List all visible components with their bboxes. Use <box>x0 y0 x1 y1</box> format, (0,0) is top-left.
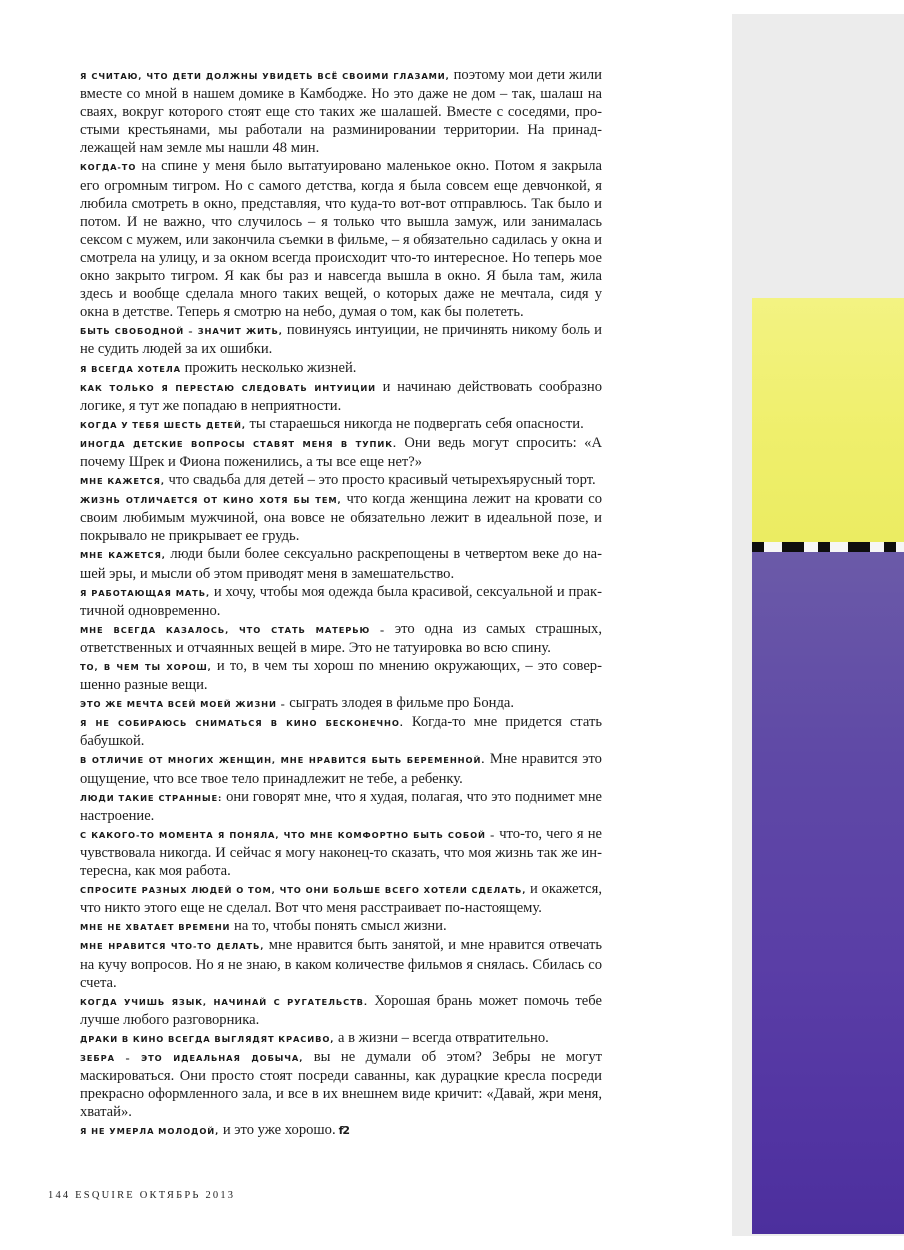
paragraph <box>80 880 602 917</box>
paragraph-lead: МНЕ НРАВИТСЯ ЧТО-ТО ДЕЛАТЬ, <box>80 941 265 952</box>
paragraph <box>80 490 602 545</box>
paragraph <box>80 321 602 358</box>
paragraph <box>80 66 602 157</box>
paragraph <box>80 545 602 582</box>
paragraph-lead: МНЕ КАЖЕТСЯ, <box>80 550 166 561</box>
paragraph-lead: ИНОГДА ДЕТСКИЕ ВОПРОСЫ СТАВЯТ МЕНЯ В ТУПИК. <box>80 438 397 449</box>
page-folio: 144 ESQUIRE ОКТЯБРЬ 2013 <box>48 1190 236 1201</box>
paragraph-text: и это уже хорошо. <box>219 1122 336 1139</box>
paragraph <box>80 583 602 620</box>
paragraph <box>80 1029 602 1048</box>
paragraph-lead: СПРОСИТЕ РАЗНЫХ ЛЮДЕЙ О ТОМ, ЧТО ОНИ БОЛЬШЕ ВСЕГО ХОТЕЛИ СДЕЛАТЬ, <box>80 885 527 896</box>
paragraph <box>80 415 602 434</box>
paragraph-lead: ЭТО ЖЕ МЕЧТА ВСЕЙ МОЕЙ ЖИЗНИ – <box>80 699 286 710</box>
paragraph <box>80 713 602 750</box>
paragraph-text: это одна из самых страшных, ответственных и отчаянных вещей в мире. Это не татуировка во всю спину. <box>80 620 602 656</box>
paragraph-text: что когда женщина лежит на кровати со своим любимым мужчиной, она вовсе не обязательно лежит в идеальной позе, и покрывало не прикрывает ее грудь. <box>80 491 602 545</box>
paragraph-lead: МНЕ ВСЕГДА КАЗАЛОСЬ, ЧТО СТАТЬ МАТЕРЬЮ – <box>80 624 386 635</box>
paragraph-text: они говорят мне, что я худая, полагая, что это поднимет мне настроение. <box>80 788 602 824</box>
paragraph <box>80 917 602 936</box>
paragraph-lead: Я НЕ СОБИРАЮСЬ СНИМАТЬСЯ В КИНО БЕСКОНЕЧНО. <box>80 718 404 729</box>
paragraph-lead: КОГДА УЧИШЬ ЯЗЫК, НАЧИНАЙ С РУГАТЕЛЬСТВ. <box>80 996 368 1007</box>
paragraph-text: Хорошая брань может помочь тебе лучше любого разговорника. <box>80 992 602 1028</box>
paragraph-text: Они ведь могут спросить: «А почему Шрек и Фиона поженились, а ты все еще нет?» <box>80 434 602 470</box>
paragraph-text: Когда-то мне придется стать бабушкой. <box>80 714 602 750</box>
paragraph-lead: ЗЕБРА – ЭТО ИДЕАЛЬНАЯ ДОБЫЧА, <box>80 1052 304 1063</box>
paragraph-lead: БЫТЬ СВОБОДНОЙ – ЗНАЧИТ ЖИТЬ, <box>80 326 283 337</box>
paragraph-text: люди были более сексуально раскрепощены в четвертом веке до нашей эры, и мысли об этом приводят меня в замешательство. <box>80 546 602 582</box>
paragraph <box>80 750 602 787</box>
paragraph-lead: Я НЕ УМЕРЛА МОЛОДОЙ, <box>80 1126 220 1137</box>
paragraph <box>80 378 602 415</box>
paragraph-text: что свадьба для детей – это просто красивый четырехъярусный торт. <box>164 472 596 489</box>
paragraph-text: на то, чтобы понять смысл жизни. <box>230 918 447 935</box>
paragraph <box>80 657 602 694</box>
yellow-color-block <box>752 298 904 542</box>
paragraph-lead: КОГДА У ТЕБЯ ШЕСТЬ ДЕТЕЙ, <box>80 419 246 430</box>
paragraph-text: вы не думали об этом? Зебры не могут маскироваться. Они просто стоят посреди саванны, как дурацкие кресла посреди прекрасно оформленного зала, и все в их внешнем виде кричит: «Давай, жри меня, хватай». <box>80 1048 603 1121</box>
paragraph-text: на спине у меня было вытатуировано маленькое окно. Потом я закрыла его огромным тигром. Но с самого детства, когда я была совсем еще девчонкой, я любила смотреть в окно, представляя, что куда-то вот-вот отправлюсь. Так было и потом. И не важно, что случилось – я только что вышла замуж, или занималась сексом с мужем, или закончила съемки в фильме, – я обязательно садилась у окна и смотрела на улицу, и за окном всегда происходит что-то интересное. Но теперь мое окно закрыто тигром. Я как бы раз и навсегда вышла в окно. Я была там, жила здесь и вообще сделала много таких вещей, о которых даже не мечтала, сидя у окна в детстве. Теперь я смотрю на небо, думая о том, как бы полететь. <box>80 158 602 321</box>
paragraph-lead: С КАКОГО-ТО МОМЕНТА Я ПОНЯЛА, ЧТО МНЕ КОМФОРТНО БЫТЬ СОБОЙ – <box>80 829 496 840</box>
paragraph-text: и начинаю действовать сообразно логике, я тут же попадаю в неприятности. <box>80 378 603 414</box>
paragraph-lead: КАК ТОЛЬКО Я ПЕРЕСТАЮ СЛЕДОВАТЬ ИНТУИЦИИ <box>80 382 377 393</box>
paragraph-lead: КОГДА-ТО <box>80 162 137 173</box>
paragraph-lead: ДРАКИ В КИНО ВСЕГДА ВЫГЛЯДЯТ КРАСИВО, <box>80 1033 335 1044</box>
paragraph-text: Мне нравится это ощущение, что все твое тело принадлежит не тебе, а ребенку. <box>80 751 602 787</box>
paragraph-lead: Я РАБОТАЮЩАЯ МАТЬ, <box>80 587 211 598</box>
paragraph-text: и окажется, что никто этого еще не сделал. Вот что меня расстраивает по-настоящему. <box>80 881 602 917</box>
paragraph-text: а в жизни – всегда отвратительно. <box>334 1029 549 1046</box>
paragraph-text: ты стараешься никогда не подвергать себя опасности. <box>245 415 584 432</box>
paragraph-lead: ЛЮДИ ТАКИЕ СТРАННЫЕ: <box>80 792 223 803</box>
paragraph <box>80 1121 602 1140</box>
paragraph-text: мне нравится быть занятой, и мне нравится отвечать на кучу вопросов. Но я не знаю, в каком количестве фильмов я снялась. Сбилась со счета. <box>80 937 602 991</box>
paragraph <box>80 359 602 378</box>
paragraph-text: и хочу, чтобы моя одежда была красивой, сексуальной и практичной одновременно. <box>80 583 603 619</box>
paragraph <box>80 992 602 1029</box>
paragraph-lead: МНЕ КАЖЕТСЯ, <box>80 476 165 487</box>
paragraph-text: поэтому мои дети жили вместе со мной в нашем домике в Камбодже. Но это даже не дом – так, шалаш на сваях, вокруг которого стоят еще сто таких же шалашей. Вместе с соседями, простыми крестьянами, мы работали на разминировании территории. На принадлежащей нам земле мы нашли 48 мин. <box>80 67 602 157</box>
paragraph-text: и то, в чем ты хорош по мнению окружающих, – это совершенно разные вещи. <box>80 658 602 694</box>
end-mark: f2 <box>338 1124 350 1138</box>
paragraph-lead: ЖИЗНЬ ОТЛИЧАЕТСЯ ОТ КИНО ХОТЯ БЫ ТЕМ, <box>80 495 342 506</box>
paragraph-lead: ТО, В ЧЕМ ТЫ ХОРОШ, <box>80 662 212 672</box>
paragraph <box>80 825 602 880</box>
paragraph-text: прожить несколько жизней. <box>180 359 357 376</box>
paragraph-text: повинуясь интуиции, не причинять никому боль и не судить людей за их ошибки. <box>80 322 602 358</box>
checker-stripe <box>752 542 904 552</box>
paragraph-lead: МНЕ НЕ ХВАТАЕТ ВРЕМЕНИ <box>80 922 231 933</box>
paragraph-lead: Я СЧИТАЮ, ЧТО ДЕТИ ДОЛЖНЫ УВИДЕТЬ ВСЁ СВОИМИ ГЛАЗАМИ, <box>80 71 450 81</box>
paragraph-text: сыграть злодея в фильме про Бонда. <box>285 695 515 712</box>
paragraph <box>80 1048 602 1121</box>
paragraph <box>80 788 602 825</box>
paragraph <box>80 471 602 490</box>
article-column <box>80 66 602 1140</box>
paragraph <box>80 694 602 713</box>
paragraph-lead: Я ВСЕГДА ХОТЕЛА <box>80 363 181 374</box>
paragraph-text: что-то, чего я не чувствовала никогда. И сейчас я могу наконец-то сказать, что моя жизнь так же интересна, как моя работа. <box>80 825 602 880</box>
paragraph <box>80 620 602 657</box>
paragraph-lead: В ОТЛИЧИЕ ОТ МНОГИХ ЖЕНЩИН, МНЕ НРАВИТСЯ БЫТЬ БЕРЕМЕННОЙ. <box>80 755 486 766</box>
paragraph <box>80 157 602 321</box>
paragraph <box>80 936 602 991</box>
purple-color-block <box>752 552 904 1234</box>
paragraph <box>80 434 602 471</box>
